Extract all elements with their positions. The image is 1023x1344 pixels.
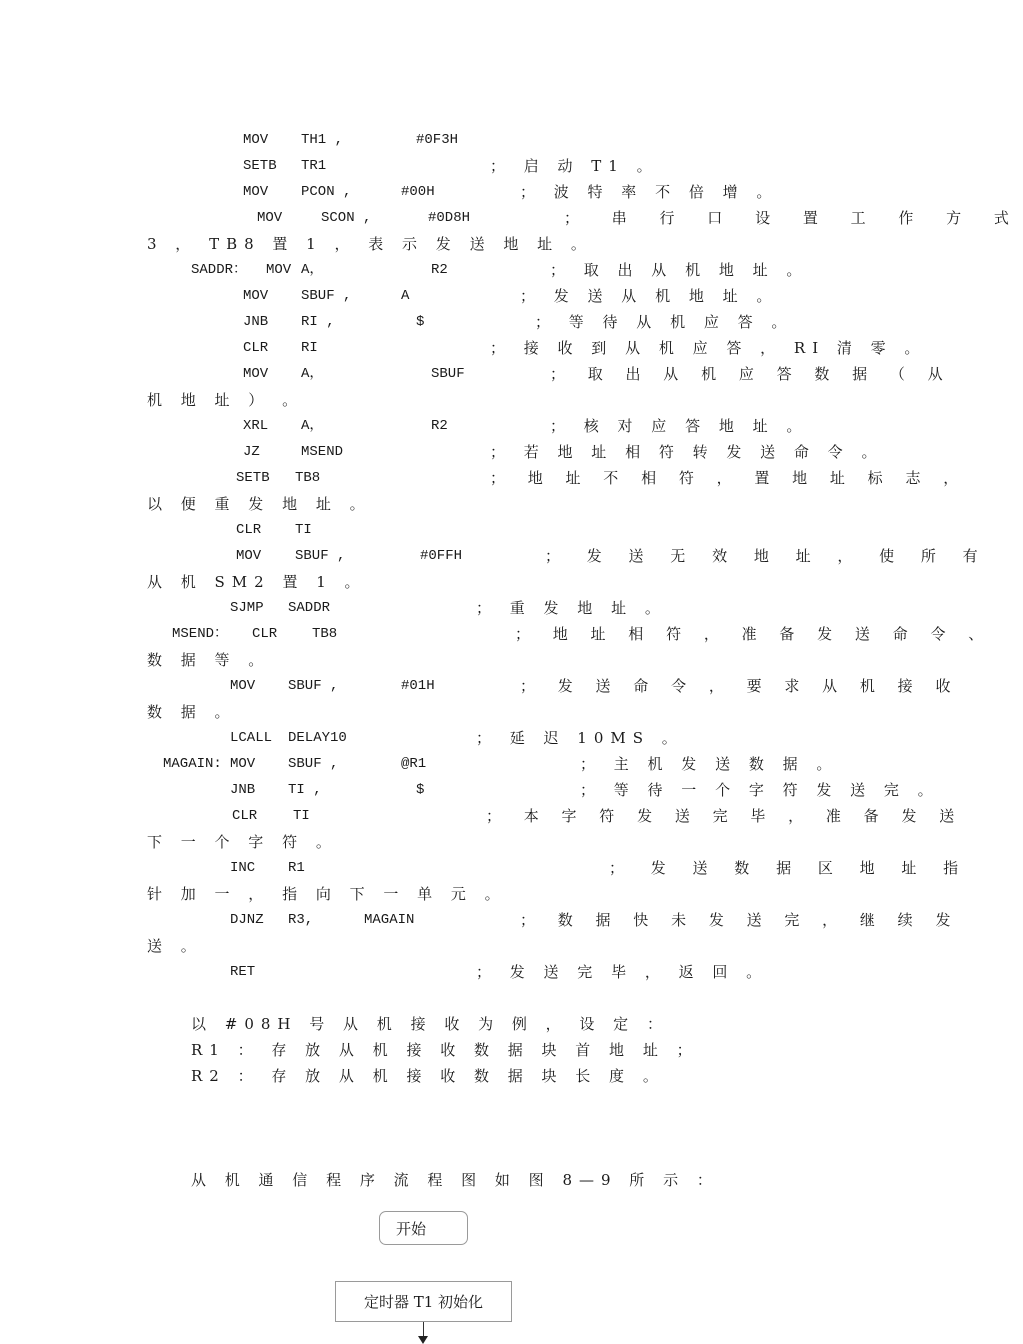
code-comment: ； 核 对 应 答 地 址 。 bbox=[550, 417, 809, 435]
code-label: MAGAIN: bbox=[163, 756, 222, 772]
code-operand1: DELAY10 bbox=[288, 730, 347, 746]
code-operand2: R2 bbox=[431, 262, 448, 278]
code-op: MOV bbox=[236, 548, 262, 564]
code-op: MOV bbox=[243, 132, 269, 148]
code-op: SETB bbox=[236, 470, 270, 486]
code-comment: ； 发 送 无 效 地 址 ， 使 所 有 bbox=[545, 547, 989, 565]
code-comment-continuation: 数 据 等 。 bbox=[147, 651, 271, 669]
code-operand1: SBUF , bbox=[295, 548, 346, 564]
code-operand2: #0F3H bbox=[416, 132, 459, 148]
code-comment: ； 发 送 完 毕 ， 返 回 。 bbox=[476, 963, 769, 981]
code-operand1: TB8 bbox=[295, 470, 321, 486]
flowchart-timer-init-node bbox=[335, 1281, 512, 1322]
code-comment: ； 等 待 从 机 应 答 。 bbox=[535, 313, 794, 331]
code-operand1: A， bbox=[301, 366, 324, 382]
code-comment: ； 延 迟 10MS 。 bbox=[476, 729, 684, 747]
code-comment-continuation: 机 地 址 ） 。 bbox=[147, 391, 305, 409]
code-operand1: SCON , bbox=[321, 210, 372, 226]
code-label: SADDR： bbox=[191, 262, 248, 278]
code-op: LCALL bbox=[230, 730, 273, 746]
code-operand1: R3, bbox=[288, 912, 314, 928]
code-comment-continuation: 3 ， TB8 置 1 ， 表 示 发 送 地 址 。 bbox=[147, 235, 593, 253]
code-operand2: #01H bbox=[401, 678, 435, 694]
code-operand1: A， bbox=[301, 418, 324, 434]
code-operand1: R1 bbox=[288, 860, 305, 876]
code-op: CLR bbox=[243, 340, 269, 356]
code-op: CLR bbox=[236, 522, 262, 538]
code-operand1: SBUF , bbox=[288, 678, 339, 694]
code-operand2: $ bbox=[416, 314, 425, 330]
code-comment-continuation: 针 加 一 ， 指 向 下 一 单 元 。 bbox=[147, 885, 507, 903]
code-op: MOV bbox=[266, 262, 292, 278]
code-op: MOV bbox=[243, 288, 269, 304]
code-operand1: RI , bbox=[301, 314, 335, 330]
code-operand1: TB8 bbox=[312, 626, 338, 642]
code-op: SETB bbox=[243, 158, 277, 174]
code-comment: ； 地 址 相 符 ， 准 备 发 送 命 令 、 bbox=[515, 625, 993, 643]
code-operand1: SBUF , bbox=[288, 756, 339, 772]
code-comment: ； 发 送 从 机 地 址 。 bbox=[520, 287, 779, 305]
code-op: CLR bbox=[232, 808, 258, 824]
code-op: MOV bbox=[230, 756, 256, 772]
code-comment: ； 发 送 数 据 区 地 址 指 bbox=[609, 859, 970, 877]
code-op: JNB bbox=[230, 782, 256, 798]
flowchart-start-label: 开始 bbox=[396, 1219, 427, 1238]
code-comment: ； 重 发 地 址 。 bbox=[476, 599, 667, 617]
code-op: MOV bbox=[230, 678, 256, 694]
code-op: JZ bbox=[243, 444, 260, 460]
code-op: MOV bbox=[257, 210, 283, 226]
code-op: DJNZ bbox=[230, 912, 264, 928]
code-comment: ； 若 地 址 相 符 转 发 送 命 令 。 bbox=[490, 443, 884, 461]
code-operand1: RI bbox=[301, 340, 318, 356]
code-op: INC bbox=[230, 860, 256, 876]
flowchart-timer-init-label: 定时器 T1 初始化 bbox=[363, 1293, 484, 1311]
paragraph-r2: R2 ： 存 放 从 机 接 收 数 据 块 长 度 。 bbox=[191, 1067, 665, 1085]
code-op: SJMP bbox=[230, 600, 264, 616]
code-operand2: #0D8H bbox=[428, 210, 471, 226]
code-operand1: TI , bbox=[288, 782, 322, 798]
code-comment: ； 波 特 率 不 倍 增 。 bbox=[520, 183, 779, 201]
code-operand2: R2 bbox=[431, 418, 448, 434]
code-label: MSEND： bbox=[172, 626, 229, 642]
code-op: XRL bbox=[243, 418, 269, 434]
code-comment-continuation: 从 机 SM2 置 1 。 bbox=[147, 573, 367, 591]
code-operand1: SADDR bbox=[288, 600, 331, 616]
code-operand1: SBUF , bbox=[301, 288, 352, 304]
code-op: MOV bbox=[243, 184, 269, 200]
code-operand2: A bbox=[401, 288, 410, 304]
code-operand1: TI bbox=[293, 808, 310, 824]
code-operand1: A， bbox=[301, 262, 324, 278]
code-comment: ； 取 出 从 机 应 答 数 据 （ 从 bbox=[550, 365, 952, 383]
code-operand2: SBUF bbox=[431, 366, 465, 382]
code-op: CLR bbox=[252, 626, 278, 642]
code-op: MOV bbox=[243, 366, 269, 382]
code-comment: ； 本 字 符 发 送 完 毕 ， 准 备 发 送 bbox=[486, 807, 964, 825]
flowchart-caption: 从 机 通 信 程 序 流 程 图 如 图 8—9 所 示 ： bbox=[191, 1171, 719, 1189]
code-operand1: PCON , bbox=[301, 184, 352, 200]
code-comment-continuation: 以 便 重 发 地 址 。 bbox=[147, 495, 372, 513]
code-comment: ； 主 机 发 送 数 据 。 bbox=[580, 755, 839, 773]
code-operand1: TH1 , bbox=[301, 132, 344, 148]
code-comment-continuation: 数 据 。 bbox=[147, 703, 237, 721]
code-operand2: #00H bbox=[401, 184, 435, 200]
code-comment: ； 接 收 到 从 机 应 答 ， RI 清 零 。 bbox=[490, 339, 927, 357]
code-operand2: $ bbox=[416, 782, 425, 798]
paragraph-intro: 以 #08H 号 从 机 接 收 为 例 ， 设 定 ： bbox=[191, 1015, 669, 1033]
flowchart-arrow-down-icon bbox=[418, 1336, 428, 1344]
code-operand2: @R1 bbox=[401, 756, 427, 772]
code-comment: ； 地 址 不 相 符 ， 置 地 址 标 志 ， bbox=[490, 469, 968, 487]
code-comment-continuation: 送 。 bbox=[147, 937, 203, 955]
code-operand1: TR1 bbox=[301, 158, 327, 174]
code-op: JNB bbox=[243, 314, 269, 330]
code-comment: ； 启 动 T1 。 bbox=[490, 157, 659, 175]
code-comment: ； 串 行 口 设 置 工 作 方 式 bbox=[564, 209, 1023, 227]
code-comment-continuation: 下 一 个 字 符 。 bbox=[147, 833, 338, 851]
code-comment: ； 等 待 一 个 字 符 发 送 完 。 bbox=[580, 781, 940, 799]
code-comment: ； 发 送 命 令 ， 要 求 从 机 接 收 bbox=[520, 677, 960, 695]
flowchart-start-node bbox=[379, 1211, 468, 1245]
code-operand2: MAGAIN bbox=[364, 912, 415, 928]
code-comment: ； 数 据 快 未 发 送 完 ， 继 续 发 bbox=[520, 911, 960, 929]
code-operand1: TI bbox=[295, 522, 312, 538]
code-operand1: MSEND bbox=[301, 444, 344, 460]
paragraph-r1: R1 ： 存 放 从 机 接 收 数 据 块 首 地 址 ； bbox=[191, 1041, 699, 1059]
code-op: RET bbox=[230, 964, 256, 980]
code-comment: ； 取 出 从 机 地 址 。 bbox=[550, 261, 809, 279]
code-operand2: #0FFH bbox=[420, 548, 463, 564]
